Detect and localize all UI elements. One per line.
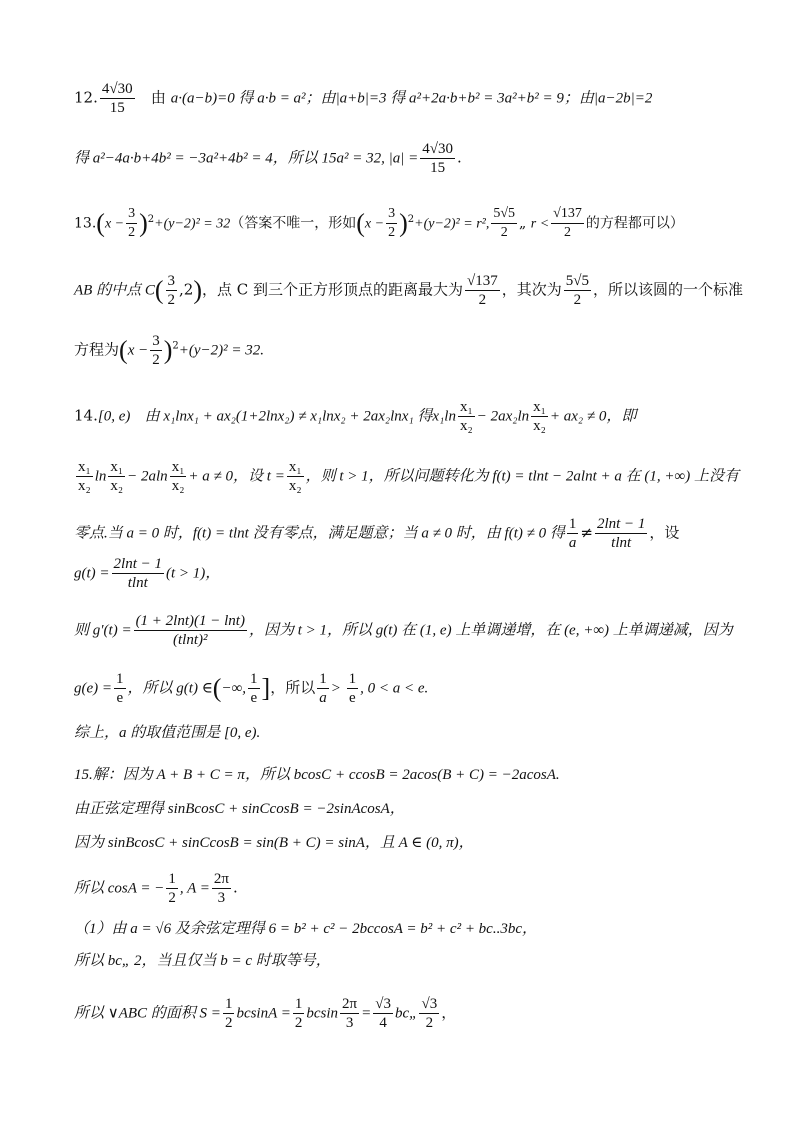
q15-line6: 所以 bc„ 2，当且仅当 b = c 时取等号， (74, 953, 331, 969)
q14-line4: g(t) = $\frac{2\ln t - 1}{tlnt}$ (t > 1)， (74, 556, 221, 591)
q12-line2: 得 a²−4a·b+4b² = −3a²+4b² = 4，所以 15a² = 32, |a| = $\frac{4√30}{15}$ . (74, 141, 462, 176)
q15-line2: 由正弦定理得 sinBcosC + sinCcosB = −2sinAcosA， (74, 801, 405, 817)
q13-line2: AB 的中点 C( $\frac{3}{2}$ ,2)，点 C 到三个正方形顶点的距离最大为 $\frac{√137}{2}$ ，其次为 $\frac{5√5}{2}$ ，所以该圆的一个标准 (74, 273, 744, 308)
q14-line6: g(e) = $\frac{1}{e}$ ，所以 g(t) ∈(−∞, $\frac{1}{e}$ ]，所以 $\frac{1}{a}$ > $\frac{1}{e}$ , 0 < a < e. (74, 671, 429, 706)
q15-line1: 15.解：因为 A + B + C = π，所以 bcosC + ccosB = 2acos(B + C) = −2acosA. (74, 767, 560, 783)
q14-conclusion: 综上，a 的取值范围是 [0, e). (74, 725, 261, 741)
question-number: 13. (74, 215, 97, 232)
q14-line3: 零点.当 a = 0 时，f(t) = tlnt 没有零点，满足题意；当 a ≠ 0 时，由 f(t) ≠ 0 得 $\frac{1}{a}$ ≠ $\frac{2\ln t - 1}{tlnt}$ ，设 (74, 516, 680, 551)
question-number: 12. (74, 88, 98, 107)
q14-line5: 则 g′(t) = $\frac{(1 + 2\ln t)(1 - \ln t)}{\text{(tlnt)²}}$ ，因为 t > 1，所以 g(t) 在 (1, e) 上单调递增，在 (e, +∞) 上单调递减，因为 (74, 613, 733, 648)
q14-line2: $\frac{\text{x₁}}{\text{x₂}}$ ln $\frac{\text{x₁}}{\text{x₂}}$ − 2aln $\frac{\text{x₁}}{\text{x₂}}$ + a ≠ 0，设 t = $\frac{\text{x₁}}{\text{x₂}}$ ，则 t > 1，所以问题转化为 f(t) = tlnt − 2alnt + a 在 (1, +∞) 上没有 (78, 459, 739, 494)
q15-line7: 所以 ∨ABC 的面积 S = $\frac{1}{2}$ bcsinA = $\frac{1}{2}$ bcsin $\frac{2\pi}{3}$ = $\frac{√3}{4}$ bc„ $\frac{√3}{2}$ ， (74, 996, 457, 1031)
answer-interval: [0, e) (97, 408, 131, 425)
q15-line4: 所以 cosA = − $\frac{1}{2}$ , A = $\frac{2\pi}{3}$ . (74, 871, 238, 906)
q15-line5: （1）由 a = √6 及余弦定理得 6 = b² + c² − 2bccosA = b² + c² + bc..3bc， (74, 921, 538, 937)
answer-fraction: $\frac{4√30}{15}$ (101, 81, 133, 116)
question-number: 14. (74, 406, 98, 425)
q13-line3: 方程为(x − $\frac{3}{2}$ )$^2$+(y−2)² = 32. (74, 333, 265, 368)
q14-line1: 14.[0, e) 由 x₁lnx₁ + ax₂(1+2lnx₂) ≠ x₁lnx₂ + 2ax₂lnx₁ 得x₁ln $\frac{\text{x₁}}{\text{x₂}}$ − 2ax₂ln $\frac{\text{x₁}}{\text{x₂}}$ + ax₂ ≠ 0，即 (74, 399, 637, 434)
magnitude-fraction: $\frac{4√30}{15}$ (422, 141, 453, 176)
q15-line3: 因为 sinBcosC + sinCcosB = sin(B + C) = sinA，且 A ∈ (0, π)， (74, 835, 474, 851)
q13-line1: 13.(x − $\frac{3}{2}$ )$^2$+(y−2)² = 32（答案不唯一，形如(x − $\frac{3}{2}$ )$^2$+(y−2)² = r², $\frac{5√5}{2}$ „ r < $\frac{√137}{2}$ 的方程都可以） (74, 206, 684, 240)
q12-line1: 12. $\frac{4√30}{15}$ 由 a·(a−b)=0 得 a·b = a²；由|a+b|=3 得 a²+2a·b+b² = 3a²+b² = 9；由|a−2b|=2 (74, 81, 653, 116)
